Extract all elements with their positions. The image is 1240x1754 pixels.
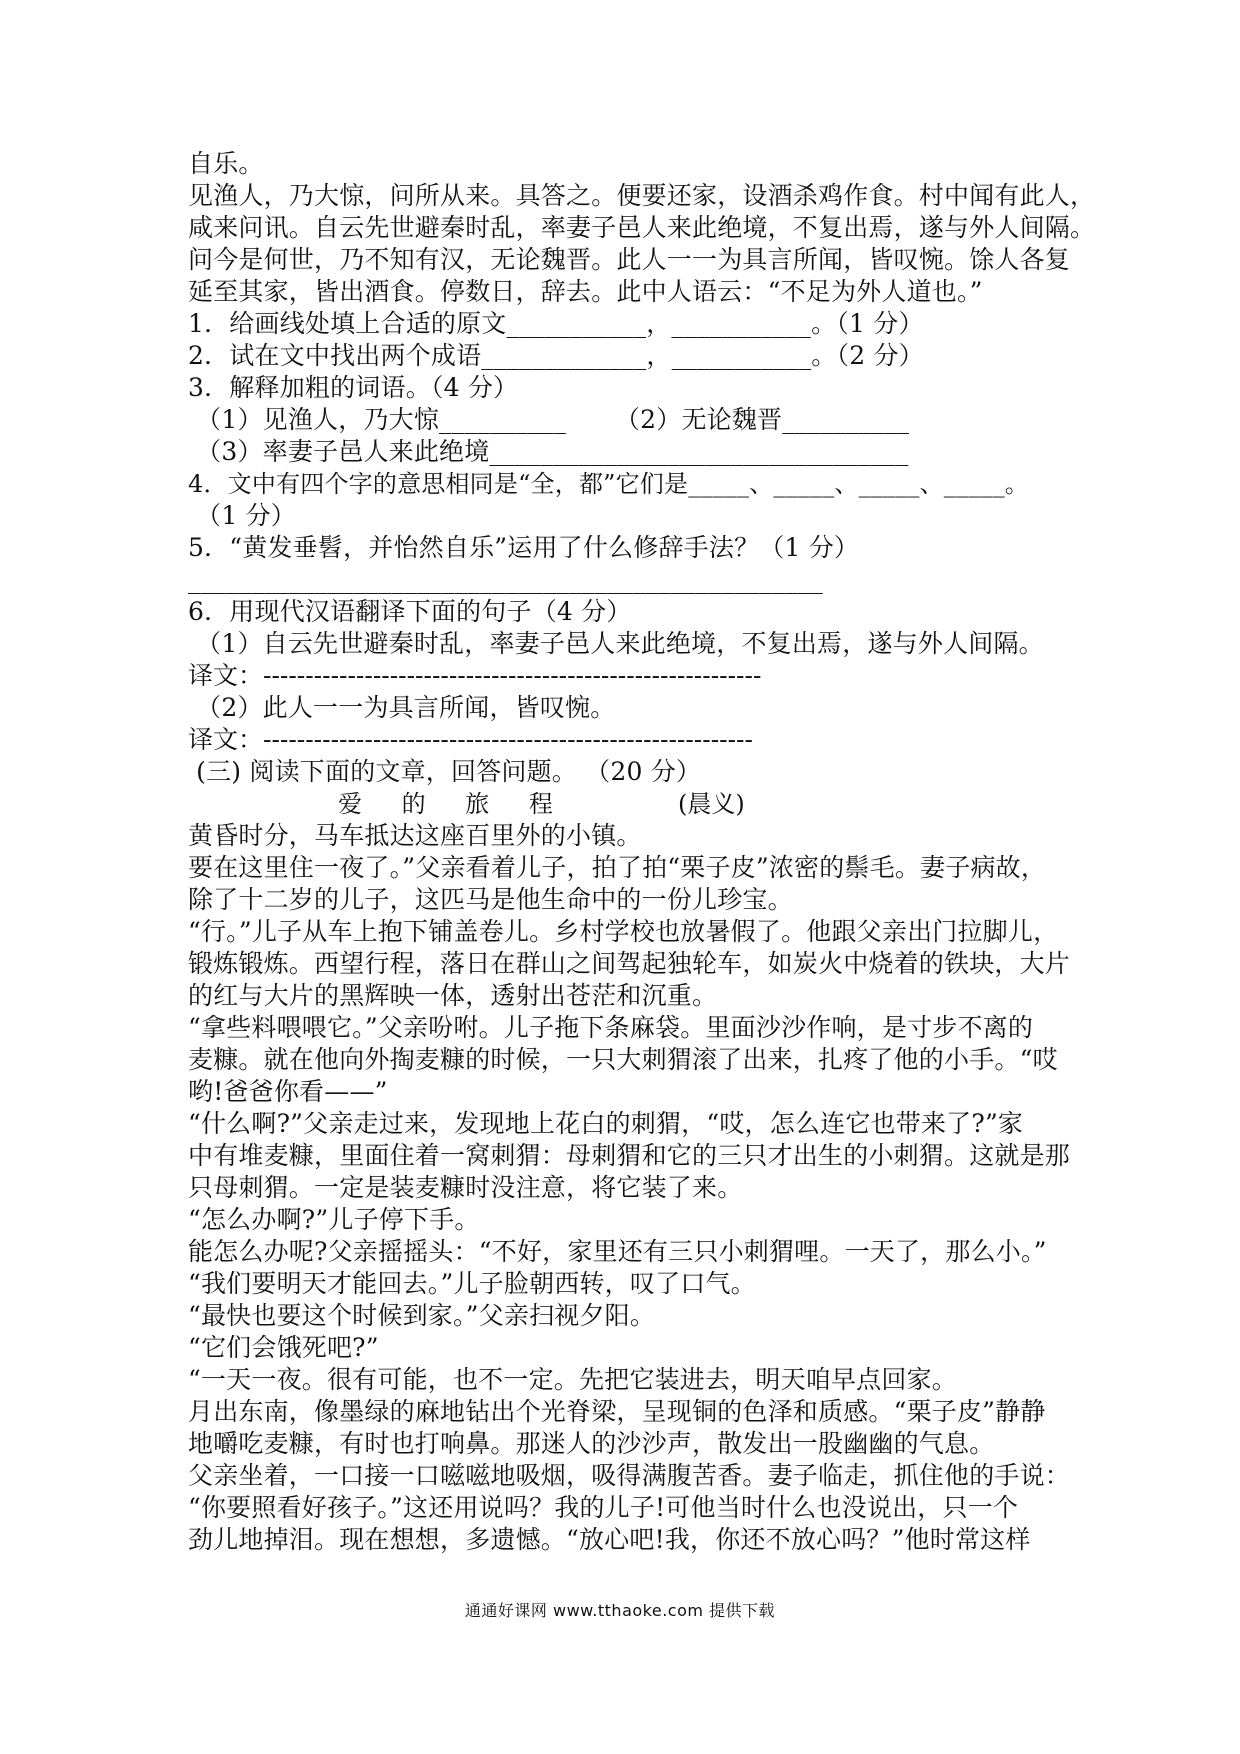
answer-line: __________________________________________________: [188, 565, 823, 594]
story-line: “行。”儿子从车上抱下铺盖卷儿。乡村学校也放暑假了。他跟父亲出门拉脚儿，: [188, 917, 1059, 946]
story-author: (晨义): [678, 790, 745, 818]
story-line: 哟!爸爸你看——”: [188, 1077, 388, 1106]
question-4: 4．文中有四个字的意思相同是“全，都”它们是_____、_____、_____、_____。: [188, 470, 1030, 498]
text-line: 问今是何世，乃不知有汉，无论魏晋。此人一一为具言所闻，皆叹惋。馀人各复: [188, 245, 1071, 274]
question-1: 1．给画线处填上合适的原文___________，___________。（1 分）: [188, 309, 924, 338]
question-6: 6．用现代汉语翻译下面的句子（4 分）: [188, 597, 632, 626]
story-line: “它们会饿死吧?”: [188, 1333, 379, 1362]
story-line: 麦糠。就在他向外掏麦糠的时候，一只大刺猬滚了出来，扎疼了他的小手。“哎: [188, 1045, 1058, 1074]
story-line: “一天一夜。很有可能，也不一定。先把它装进去，明天咱早点回家。: [188, 1365, 957, 1394]
question-5: 5．“黄发垂髫，并怡然自乐”运用了什么修辞手法？（1 分）: [188, 533, 860, 562]
question-6-part-2: （2）此人一一为具言所闻，皆叹惋。: [188, 693, 616, 722]
story-line: 中有堆麦糠，里面住着一窝刺猬：母刺猬和它的三只才出生的小刺猬。这就是那: [188, 1141, 1071, 1170]
story-line: “你要照看好孩子。”这还用说吗？我的儿子!可他当时什么也没说出，只一个: [188, 1493, 1019, 1522]
question-3-part-3: （3）率妻子邑人来此绝境_________________________________: [188, 437, 909, 466]
text-line: 自乐。: [188, 149, 264, 178]
question-6-part-1: （1）自云先世避秦时乱，率妻子邑人来此绝境，不复出焉，遂与外人间隔。: [188, 629, 1044, 658]
story-line: 锻炼锻炼。西望行程，落日在群山之间驾起独轮车，如炭火中烧着的铁块，大片: [188, 949, 1071, 978]
story-line: 地嚼吃麦糠，有时也打响鼻。那迷人的沙沙声，散发出一股幽幽的气息。: [188, 1429, 995, 1458]
story-line: 月出东南，像墨绿的麻地钻出个光脊梁，呈现铜的色泽和质感。“栗子皮”静静: [188, 1397, 1046, 1426]
text-line: 见渔人，乃大惊，问所从来。具答之。便要还家，设酒杀鸡作食。村中闻有此人，: [188, 181, 1096, 210]
story-line: 除了十二岁的儿子，这匹马是他生命中的一份儿珍宝。: [188, 885, 793, 914]
story-line: 父亲坐着，一口接一口嗞嗞地吸烟，吸得满腹苦香。妻子临走，抓住他的手说：: [188, 1461, 1071, 1490]
story-line: “拿些料喂喂它。”父亲吩咐。儿子拖下条麻袋。里面沙沙作响，是寸步不离的: [188, 1013, 1034, 1042]
translation-line-2: 译文：----------------------------------------------------------: [188, 725, 753, 754]
story-line: 要在这里住一夜了。”父亲看着儿子，拍了拍“栗子皮”浓密的鬃毛。妻子病故，: [188, 853, 1047, 882]
story-line: “怎么办啊?”儿子停下手。: [188, 1205, 480, 1234]
story-line: 黄昏时分，马车抵达这座百里外的小镇。: [188, 821, 642, 850]
question-3-part-1-2: （1）见渔人，乃大惊__________ （2）无论魏晋__________: [188, 405, 910, 434]
translation-line-1: 译文：-----------------------------------------------------------: [188, 661, 762, 690]
story-line: 的红与大片的黑辉映一体，透射出苍茫和沉重。: [188, 981, 718, 1010]
story-line: 能怎么办呢?父亲摇摇头：“不好，家里还有三只小刺猬哩。一天了，那么小。”: [188, 1237, 1047, 1266]
story-title: 爱 的 旅 程: [338, 790, 569, 818]
story-line: 劲儿地掉泪。现在想想，多遗憾。“放心吧!我，你还不放心吗？”他时常这样: [188, 1525, 1031, 1554]
story-line: “我们要明天才能回去。”儿子脸朝西转，叹了口气。: [188, 1269, 756, 1298]
section-three-heading: (三) 阅读下面的文章，回答问题。 （20 分）: [188, 757, 702, 786]
story-line: “什么啊?”父亲走过来，发现地上花白的刺猬，“哎，怎么连它也带来了?”家: [188, 1109, 1024, 1138]
question-2: 2．试在文中找出两个成语_____________，___________。（2 分）: [188, 341, 924, 370]
story-title-row: [188, 788, 1068, 820]
text-line: 咸来问讯。自云先世避秦时乱，率妻子邑人来此绝境，不复出焉，遂与外人间隔。: [188, 213, 1096, 242]
story-line: 只母刺猬。一定是装麦糠时没注意，将它装了来。: [188, 1173, 743, 1202]
text-line: 延至其家，皆出酒食。停数日，辞去。此中人语云：“不足为外人道也。”: [188, 277, 983, 306]
question-4-score: （1 分）: [188, 501, 296, 530]
story-line: “最快也要这个时候到家。”父亲扫视夕阳。: [188, 1301, 656, 1330]
document-body: [188, 148, 1096, 1556]
page-footer: 通通好课网 www.tthaoke.com 提供下载: [464, 1601, 776, 1620]
question-3: 3．解释加粗的词语。（4 分）: [188, 373, 519, 402]
